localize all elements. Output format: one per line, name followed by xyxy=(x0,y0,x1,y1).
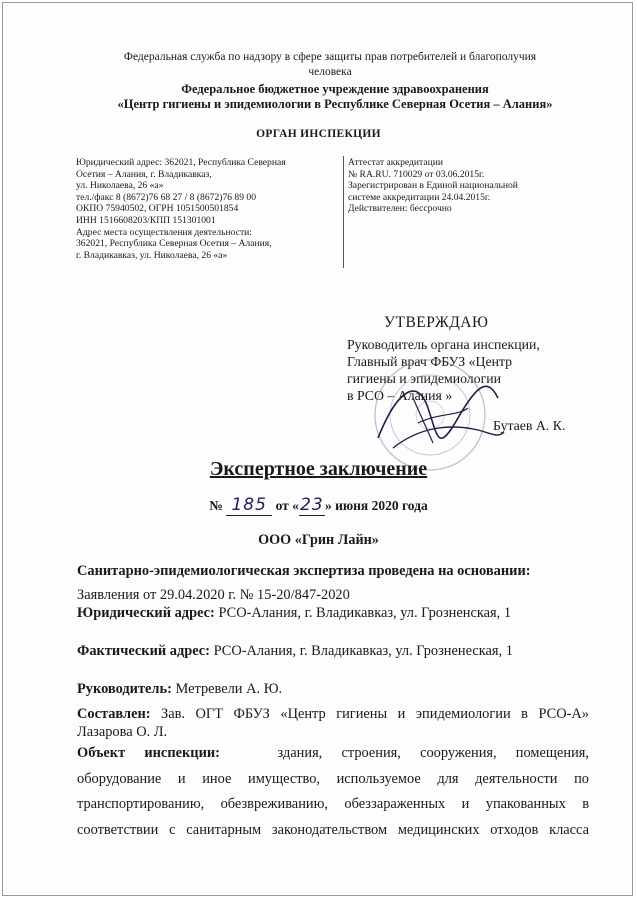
document-title xyxy=(0,458,637,481)
object-line: оборудование и иное имущество, используемое для деятельности по xyxy=(77,770,589,787)
compiled-line xyxy=(77,705,589,724)
accreditation-line: системе аккредитации 24.04.2015г. xyxy=(348,191,491,203)
requisites-left xyxy=(76,157,340,261)
document-day: 23 xyxy=(300,495,324,515)
legal-address xyxy=(77,604,589,623)
approval-line: Руководитель органа инспекции, xyxy=(347,337,540,352)
service-name xyxy=(80,50,580,80)
object-line: соответствии с санитарным законодательством медицинских отходов класса xyxy=(77,821,589,838)
number-sign: № xyxy=(209,498,223,513)
handwritten-signature xyxy=(358,368,508,458)
legal-address-label: Юридический адрес: xyxy=(77,605,215,621)
organ-heading: ОРГАН ИНСПЕКЦИИ xyxy=(256,128,381,140)
object-label: Объект инспекции: xyxy=(77,745,220,761)
date-suffix: » июня 2020 года xyxy=(324,498,428,513)
requisite-line: 362021, Республика Северная Осетия – Алания, xyxy=(76,238,272,250)
date-prefix: от « xyxy=(275,498,299,513)
document-title-text: Экспертное заключение xyxy=(209,458,428,480)
inspection-object xyxy=(77,741,589,843)
compiled-name: Лазарова О. Л. xyxy=(77,724,168,740)
object-line: транспортированию, обезвреживанию, обеззараженных и упакованных в xyxy=(77,796,589,812)
signer-name: Бутаев А. К. xyxy=(493,418,566,433)
approval-line: Главный врач ФБУЗ «Центр xyxy=(347,354,513,369)
institution-line-1: Федеральное бюджетное учреждение здравоохранения xyxy=(181,82,489,96)
head-value: Метревели А. Ю. xyxy=(171,681,283,697)
actual-address-value: РСО-Алания, г. Владикавказ, ул. Грозненеская, 1 xyxy=(209,643,513,659)
service-line-2: человека xyxy=(308,66,352,78)
requisite-line: ул. Николаева, 26 «а» xyxy=(76,180,164,192)
actual-address-label: Фактический адрес: xyxy=(77,643,210,659)
requisite-line: ИНН 1516608203/КПП 151301001 xyxy=(76,214,216,226)
application-line: Заявления от 29.04.2020 г. № 15-20/847-2020 xyxy=(77,587,350,603)
approval-title: УТВЕРЖДАЮ xyxy=(384,314,489,331)
company-name: ООО «Грин Лайн» xyxy=(258,532,379,548)
requisite-line: г. Владикавказ, ул. Николаева, 26 «а» xyxy=(76,249,228,261)
compiled-value: Зав. ОГТ ФБУЗ «Центр гигиены и эпидемиологии в РСО-А» xyxy=(150,706,589,722)
number-date-line xyxy=(0,495,637,516)
accreditation-line: Действителен: бессрочно xyxy=(348,203,452,215)
accreditation-line: Аттестат аккредитации xyxy=(348,157,443,168)
requisite-line: Юридический адрес: 362021, Республика Северная xyxy=(76,157,286,168)
requisites-right xyxy=(348,157,598,215)
head-line xyxy=(77,680,589,699)
institution-name xyxy=(40,82,630,112)
basis-heading: Санитарно-эпидемиологическая экспертиза проведена на основании: xyxy=(77,563,531,579)
requisite-line: ОКПО 75940502, ОГРН 1051500501854 xyxy=(76,203,239,215)
service-line-1: Федеральная служба по надзору в сфере защиты прав потребителей и благополучия xyxy=(123,51,537,63)
requisite-line: тел./факс 8 (8672)76 68 27 / 8 (8672)76 89 00 xyxy=(76,191,257,203)
object-line: здания, строения, сооружения, помещения, xyxy=(277,745,590,761)
actual-address xyxy=(77,642,589,661)
institution-line-2: «Центр гигиены и эпидемиологии в Республике Северная Осетия – Алания» xyxy=(117,97,553,111)
accreditation-line: № RA.RU. 710029 от 03.06.2015г. xyxy=(348,168,485,180)
head-label: Руководитель: xyxy=(77,681,172,697)
requisite-line: Осетия – Алания, г. Владикавказ, xyxy=(76,168,212,180)
column-divider xyxy=(343,156,344,268)
legal-address-value: РСО-Алания, г. Владикавказ, ул. Грозненская, 1 xyxy=(214,605,512,621)
requisite-line: Адрес места осуществления деятельности: xyxy=(76,226,252,238)
accreditation-line: Зарегистрирован в Единой национальной xyxy=(348,180,518,192)
approval-line: в РСО – Алания » xyxy=(347,388,453,403)
document-number: 185 xyxy=(231,495,267,515)
compiled-label: Составлен: xyxy=(77,706,151,722)
approval-line: гигиены и эпидемиологии xyxy=(347,371,502,386)
